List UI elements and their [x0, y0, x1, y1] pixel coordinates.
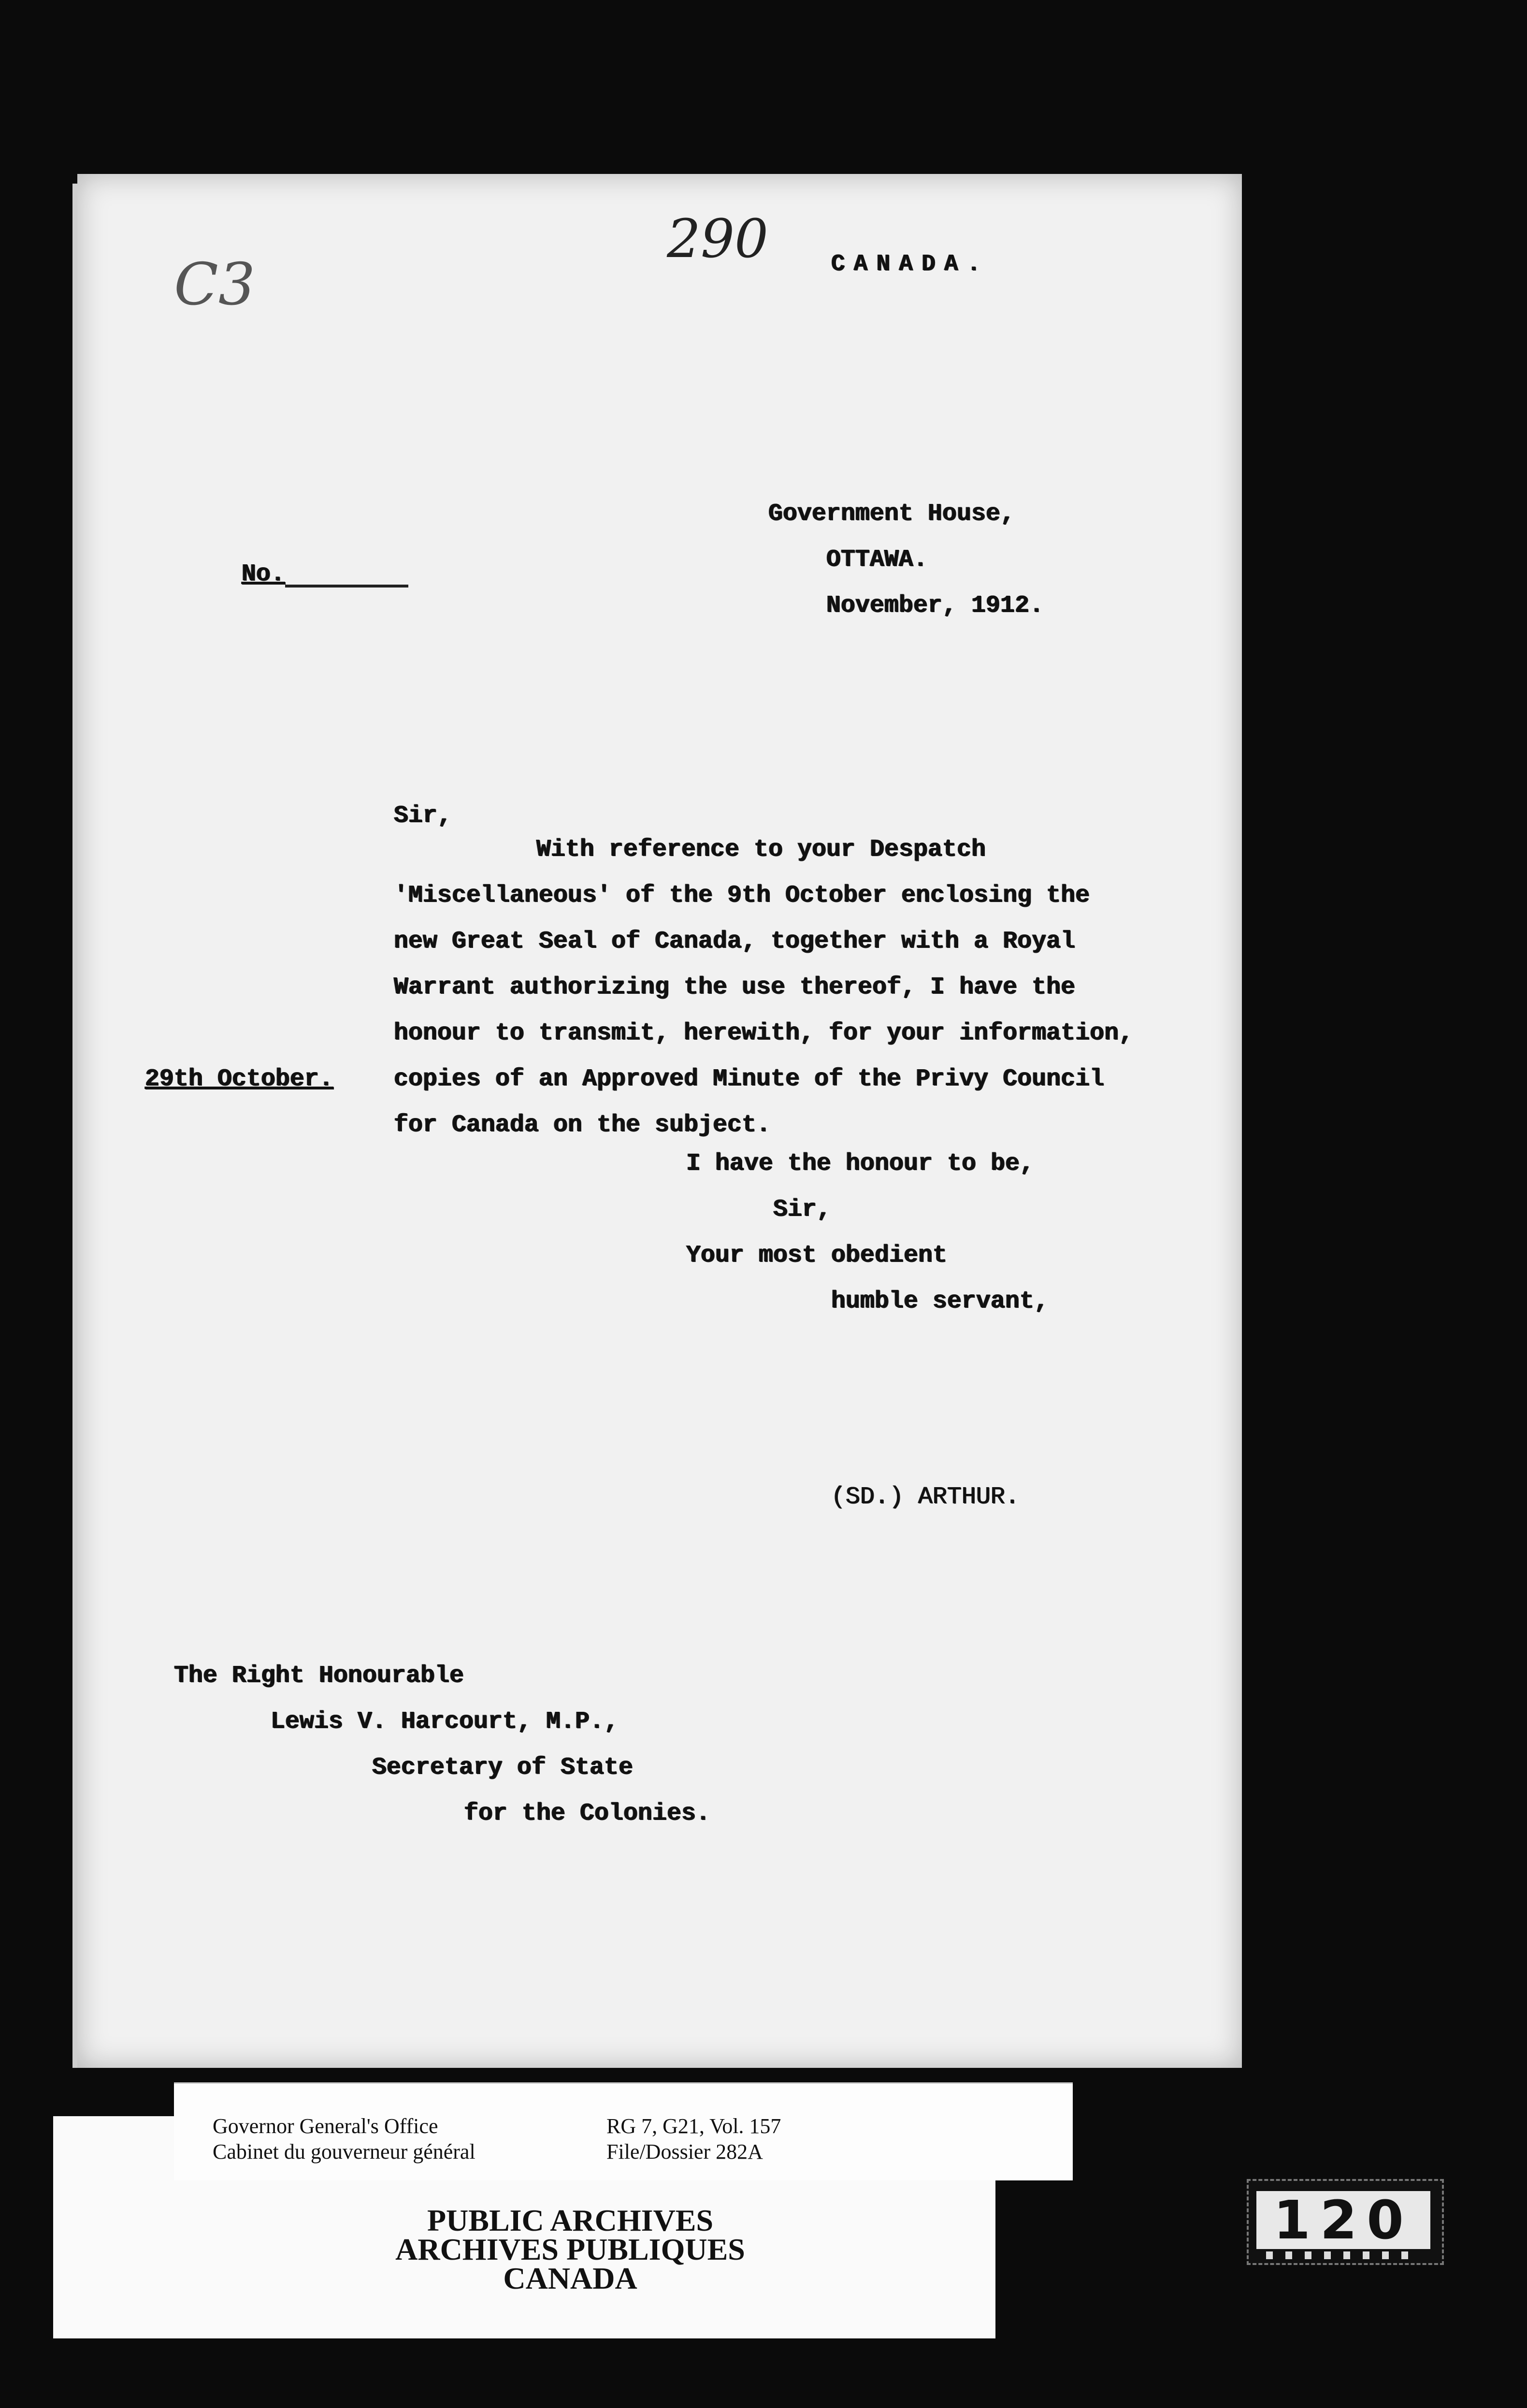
closing-line-2: Sir,	[773, 1196, 832, 1223]
handwritten-folio-number: 290	[667, 208, 768, 270]
handwritten-corner-mark: C3	[174, 251, 256, 318]
addressee-line-3: Secretary of State	[372, 1754, 634, 1781]
closing-line-3: Your most obedient	[686, 1242, 948, 1269]
archive-reference: RG 7, G21, Vol. 157	[606, 2114, 781, 2138]
file-number-line	[285, 585, 408, 588]
closing-line-1: I have the honour to be,	[686, 1150, 1035, 1177]
body-line-5: honour to transmit, herewith, for your information,	[394, 1019, 1134, 1047]
addressee-line-1: The Right Honourable	[174, 1662, 464, 1690]
archives-title-fr: ARCHIVES PUBLIQUES	[395, 2232, 745, 2266]
addressee-line-2: Lewis V. Harcourt, M.P.,	[271, 1708, 619, 1735]
body-line-2: 'Miscellaneous' of the 9th October enclosing the	[394, 882, 1090, 909]
salutation: Sir,	[394, 802, 452, 830]
archives-title-en: PUBLIC ARCHIVES	[427, 2203, 714, 2237]
margin-note-date: 29th October.	[145, 1065, 334, 1093]
address-line-2: OTTAWA.	[826, 546, 928, 573]
film-sprocket-holes	[1266, 2251, 1421, 2259]
archive-office-en: Governor General's Office	[213, 2114, 438, 2138]
closing-line-4: humble servant,	[831, 1288, 1049, 1315]
archive-file-number: File/Dossier 282A	[606, 2140, 763, 2164]
addressee-line-4: for the Colonies.	[464, 1800, 711, 1827]
film-frame-number: 120	[1256, 2191, 1430, 2249]
header-country: CANADA.	[831, 251, 990, 277]
body-line-3: new Great Seal of Canada, together with a Royal	[394, 928, 1076, 955]
signature: (SD.) ARTHUR.	[831, 1483, 1020, 1511]
body-line-4: Warrant authorizing the use thereof, I have the	[394, 974, 1076, 1001]
file-number-label: No.	[242, 560, 286, 588]
archives-country: CANADA	[503, 2261, 637, 2295]
body-line-6: copies of an Approved Minute of the Privy Council	[394, 1065, 1105, 1093]
body-line-7: for Canada on the subject.	[394, 1111, 771, 1139]
archive-office-fr: Cabinet du gouverneur général	[213, 2140, 475, 2164]
address-line-1: Government House,	[768, 500, 1015, 528]
body-line-1: With reference to your Despatch	[536, 836, 986, 863]
address-line-3: November, 1912.	[826, 592, 1044, 619]
